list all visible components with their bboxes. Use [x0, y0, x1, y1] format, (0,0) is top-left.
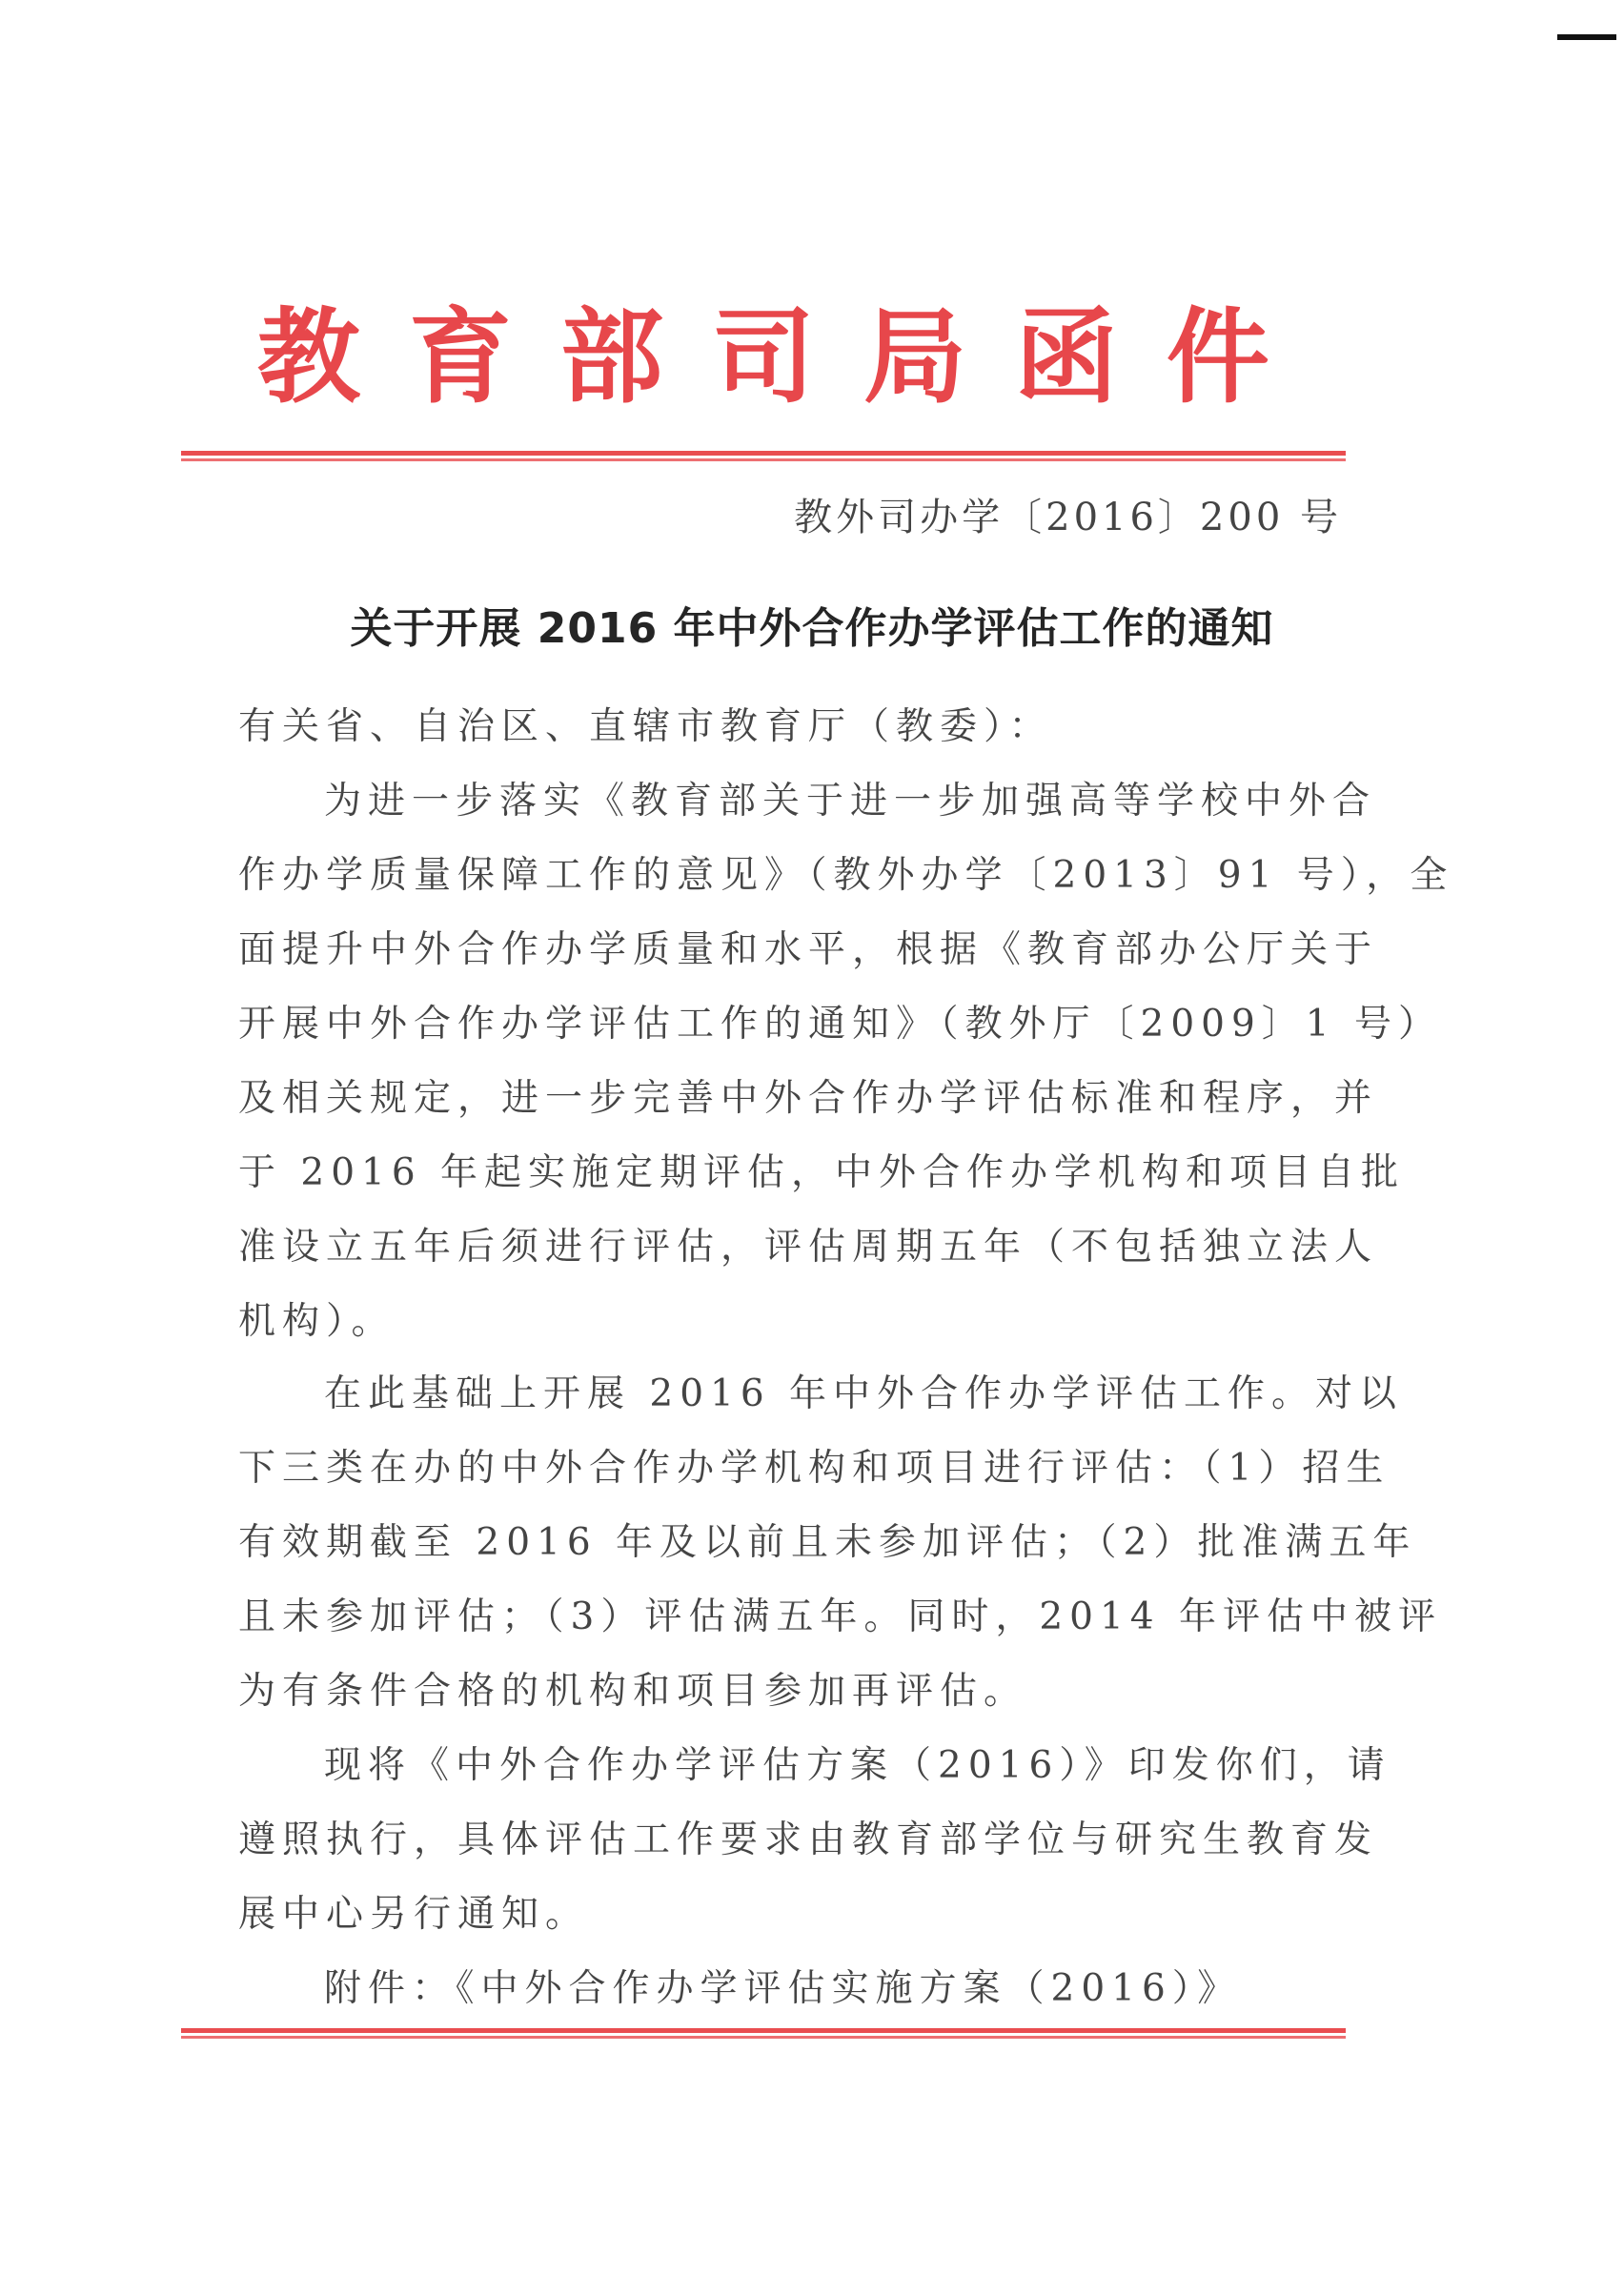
masthead-character-7: 件: [1166, 297, 1269, 417]
attachment-line: 附件：《中外合作办学评估实施方案（2016）》: [324, 1967, 1242, 2010]
paragraph-3-line-2: 遵照执行，具体评估工作要求由教育部学位与研究生教育发: [238, 1819, 1379, 1861]
bottom-red-divider-thick-line: [181, 2028, 1346, 2033]
paragraph-1-line-4: 开展中外合作办学评估工作的通知》（教外厅〔2009〕1 号）: [238, 1003, 1442, 1046]
paragraph-2-line-4: 且未参加评估；（3）评估满五年。同时，2014 年评估中被评: [238, 1595, 1442, 1638]
paragraph-2-line-1: 在此基础上开展 2016 年中外合作办学评估工作。对以: [324, 1372, 1404, 1415]
paragraph-2-line-2: 下三类在办的中外合作办学机构和项目进行评估：（1）招生: [238, 1447, 1391, 1490]
top-red-divider-thick-line: [181, 451, 1346, 456]
top-red-divider: [181, 451, 1346, 463]
paragraph-3-line-3: 展中心另行通知。: [238, 1893, 590, 1936]
document-number: 教外司办学〔2016〕200 号: [794, 496, 1342, 539]
masthead-letterhead: [257, 286, 1269, 429]
bottom-red-divider-thin-line: [181, 2036, 1346, 2039]
masthead-character-1: 教: [257, 297, 361, 417]
masthead-character-5: 局: [863, 297, 966, 417]
masthead-character-4: 司: [711, 297, 815, 417]
paragraph-2: [238, 1357, 1442, 1729]
top-red-divider-thin-line: [181, 458, 1346, 461]
paragraph-2-line-3: 有效期截至 2016 年及以前且未参加评估；（2）批准满五年: [238, 1521, 1417, 1564]
paragraph-2-line-5: 为有条件合格的机构和项目参加再评估。: [238, 1670, 1028, 1713]
paragraph-1-line-7: 准设立五年后须进行评估，评估周期五年（不包括独立法人: [238, 1226, 1379, 1269]
paragraph-1-line-2: 作办学质量保障工作的意见》（教外办学〔2013〕91 号），全: [238, 854, 1454, 897]
document-title: 关于开展 2016 年中外合作办学评估工作的通知: [350, 604, 1274, 654]
paragraph-1: [238, 764, 1454, 1359]
salutation-line: 有关省、自治区、直辖市教育厅（教委）：: [238, 705, 1053, 748]
salutation: [238, 690, 1353, 764]
paragraph-3: [238, 1729, 1391, 1952]
scan-corner-mark: [1557, 34, 1616, 40]
paragraph-1-line-6: 于 2016 年起实施定期评估，中外合作办学机构和项目自批: [238, 1151, 1406, 1194]
masthead-character-2: 育: [408, 297, 512, 417]
attachment-note: [238, 1952, 1353, 2026]
paragraph-3-line-1: 现将《中外合作办学评估方案（2016）》印发你们，请: [324, 1744, 1391, 1787]
paragraph-1-line-8: 机构）。: [238, 1300, 396, 1343]
paragraph-1-line-3: 面提升中外合作办学质量和水平，根据《教育部办公厅关于: [238, 928, 1379, 971]
masthead-character-6: 函: [1014, 297, 1118, 417]
masthead-character-3: 部: [559, 297, 663, 417]
paragraph-1-line-5: 及相关规定，进一步完善中外合作办学评估标准和程序，并: [238, 1077, 1379, 1120]
bottom-red-divider: [181, 2028, 1346, 2041]
paragraph-1-line-1: 为进一步落实《教育部关于进一步加强高等学校中外合: [324, 780, 1377, 823]
